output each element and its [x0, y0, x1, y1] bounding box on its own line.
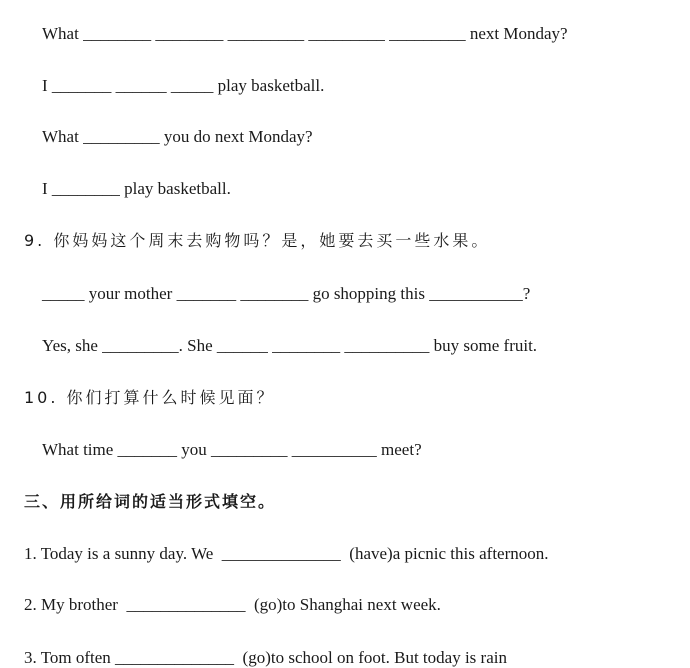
exercise-8-line-3: What _________ you do next Monday? — [42, 127, 313, 146]
exercise-9-prompt: 9. 你妈妈这个周末去购物吗？是，她要去买一些水果。 — [24, 231, 491, 250]
exercise-9-line-1: _____ your mother _______ ________ go shopping this ___________? — [42, 284, 531, 303]
section-3-heading: 三、用所给词的适当形式填空。 — [24, 492, 277, 511]
section-3-item-1: 1. Today is a sunny day. We ______________ (have)a picnic this afternoon. — [24, 544, 549, 563]
section-3-item-3: 3. Tom often ______________ (go)to school on foot. But today is rain — [24, 648, 507, 667]
exercise-10-line-1: What time _______ you _________ __________ meet? — [42, 440, 422, 459]
exercise-10-prompt: 10. 你们打算什么时候见面？ — [24, 388, 276, 407]
exercise-8-line-2: I _______ ______ _____ play basketball. — [42, 76, 325, 95]
exercise-8-line-1: What ________ ________ _________ _________ _________ next Monday? — [42, 24, 568, 43]
exercise-8-line-4: I ________ play basketball. — [42, 179, 231, 198]
exercise-9-line-2: Yes, she _________. She ______ ________ __________ buy some fruit. — [42, 336, 538, 355]
section-3-item-2: 2. My brother ______________ (go)to Shanghai next week. — [24, 595, 441, 614]
